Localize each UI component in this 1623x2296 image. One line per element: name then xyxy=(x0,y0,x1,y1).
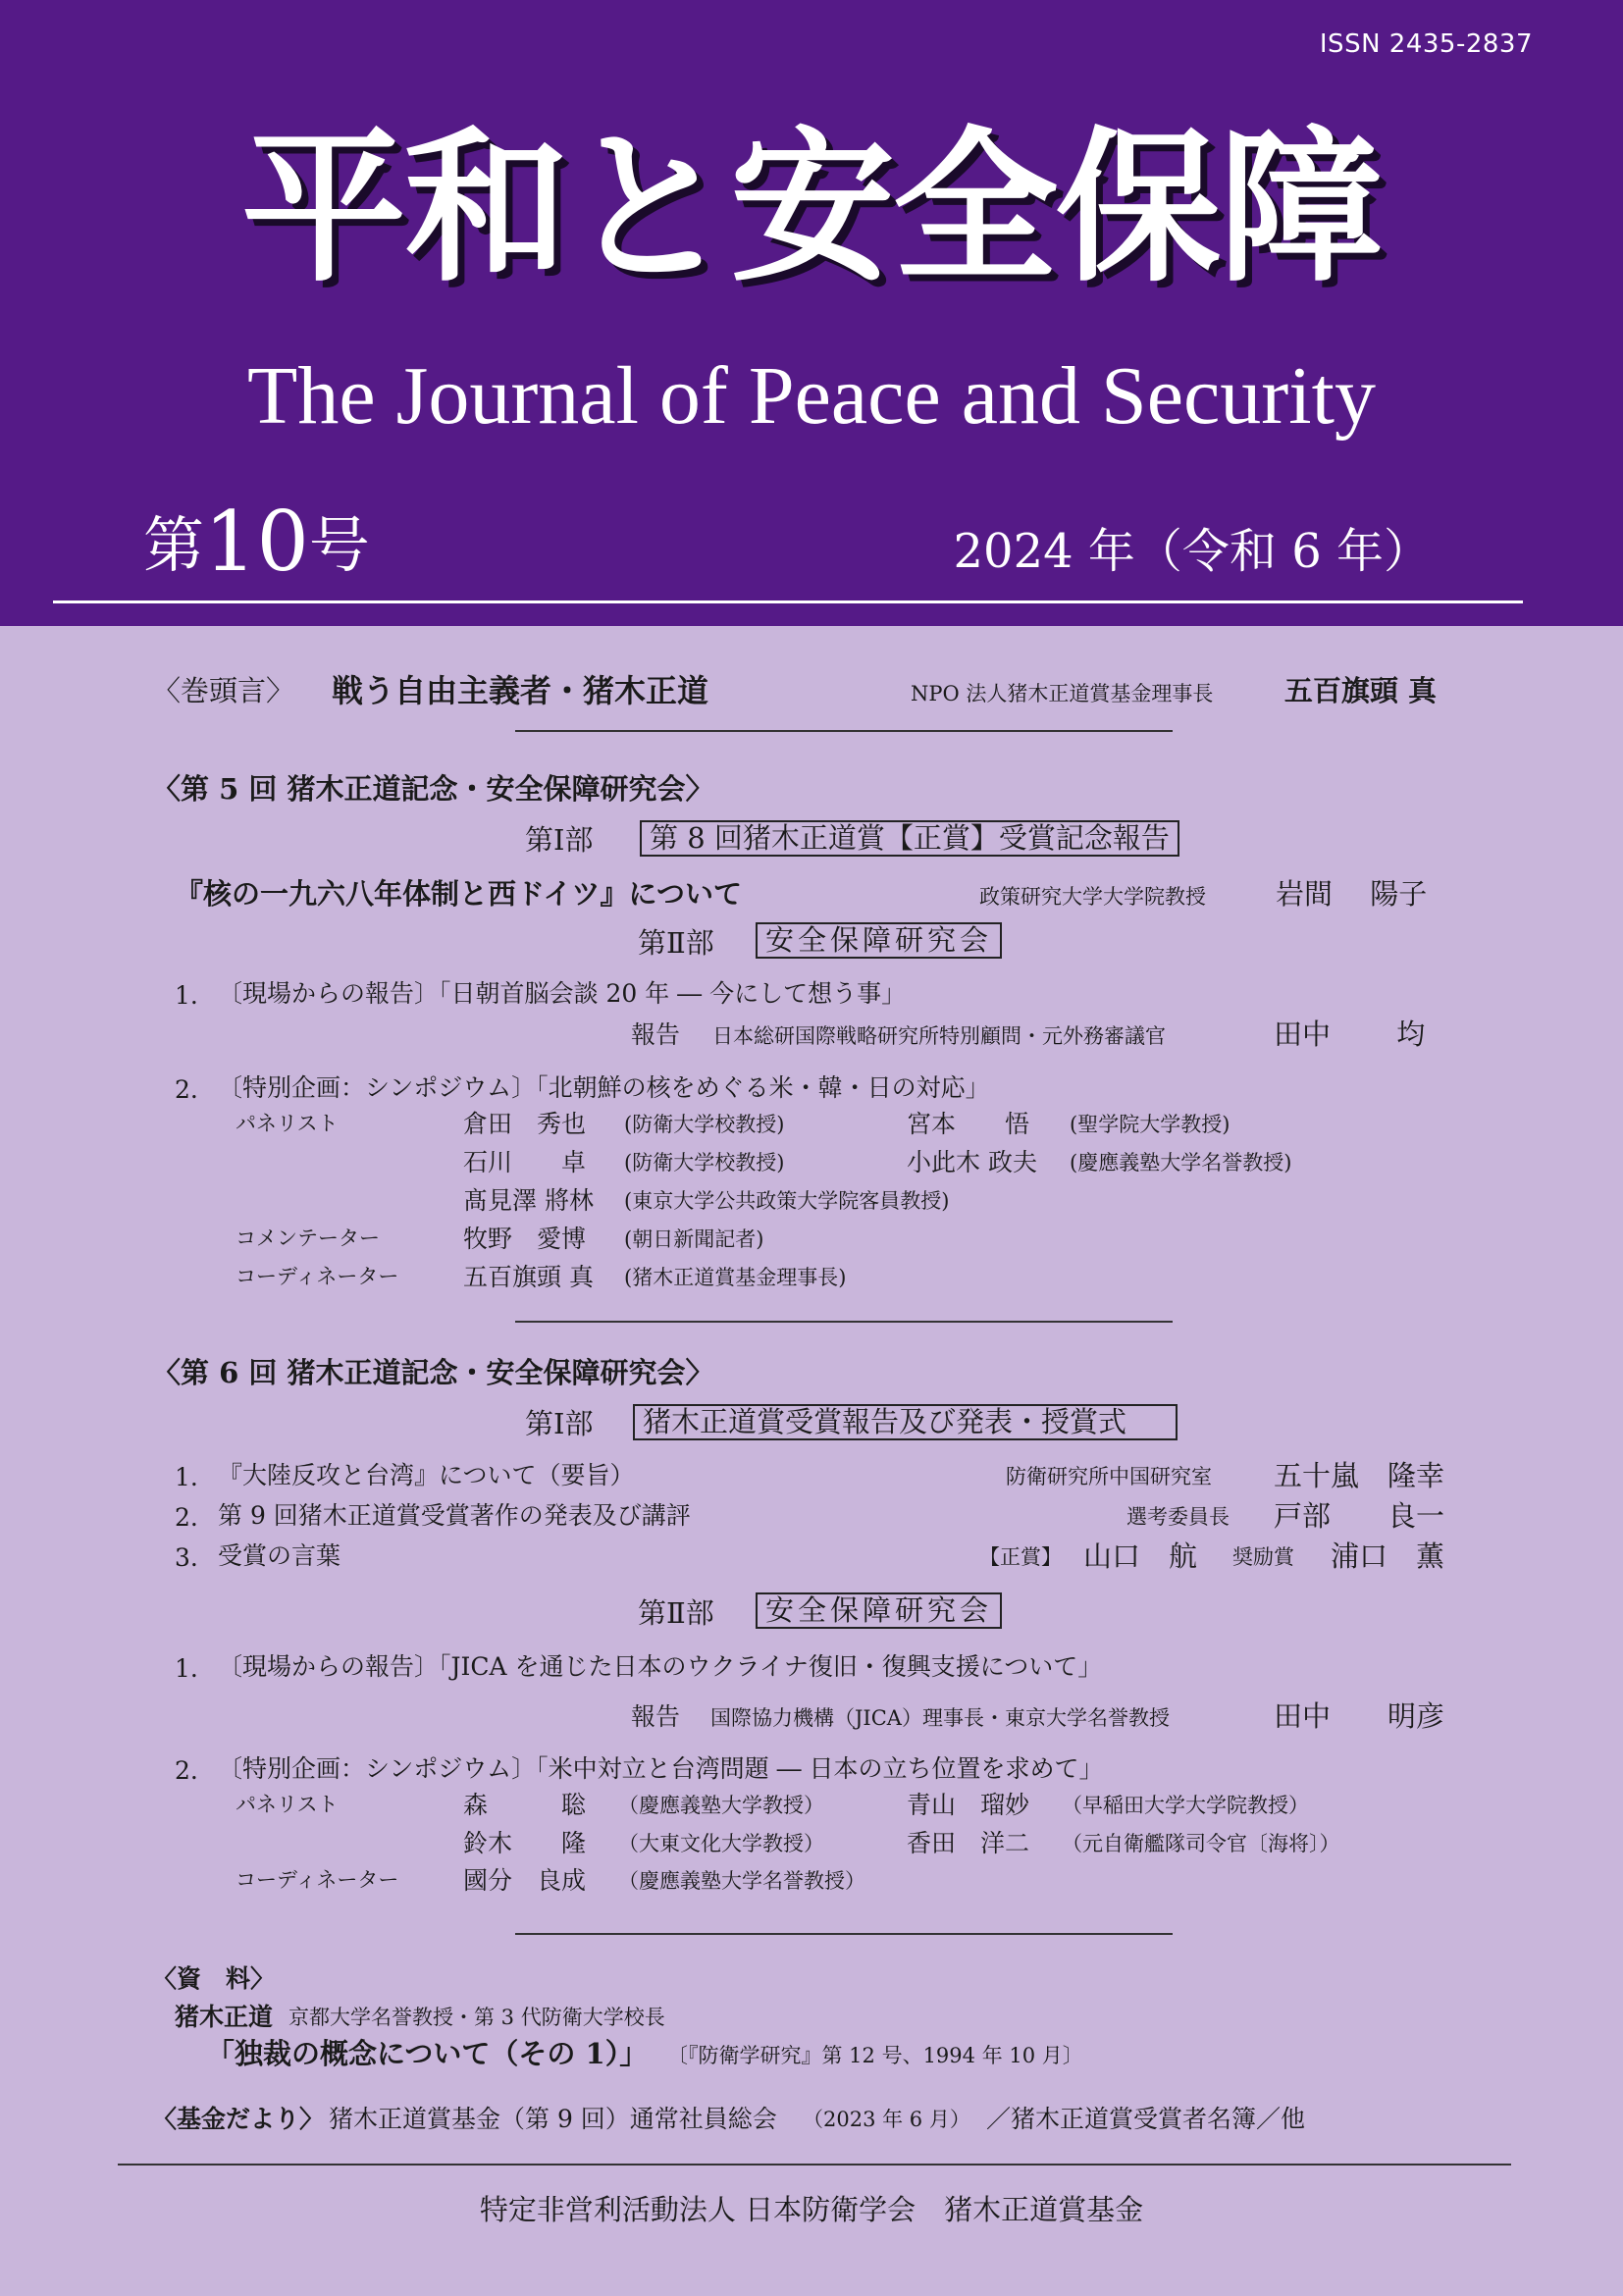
conf6-part2-title: 安全保障研究会 xyxy=(756,1592,1002,1629)
conf5-coordinator: 五百旗頭 真 xyxy=(463,1263,594,1291)
footer-divider xyxy=(118,2164,1511,2166)
conf6-part2-label: 第Ⅱ部 xyxy=(638,1596,714,1630)
conf6-coordinator-affiliation: （慶應義塾大学名誉教授） xyxy=(618,1869,865,1893)
conf6-r1-affiliation: 国際協力機構（JICA）理事長・東京大学名誉教授 xyxy=(710,1706,1170,1730)
conf5-item-author: 岩間 陽子 xyxy=(1276,877,1428,911)
fund-news-text-2: ／猪木正道賞受賞者名簿／他 xyxy=(986,2105,1306,2133)
foreword-tag: 〈巻頭言〉 xyxy=(152,674,295,707)
conf5-r1-title: 〔現場からの報告〕「日朝首脳会談 20 年 ― 今にして想う事」 xyxy=(218,979,907,1008)
conf6-coordinator: 國分 良成 xyxy=(463,1866,587,1895)
conf5-panelist-2: 宮本 悟 xyxy=(907,1110,1030,1138)
conf5-r2-title: 〔特別企画：シンポジウム〕「北朝鮮の核をめぐる米・韓・日の対応」 xyxy=(218,1073,990,1102)
foreword-author: 五百旗頭 真 xyxy=(1283,674,1437,707)
conf5-part2-label: 第Ⅱ部 xyxy=(638,926,714,960)
conf6-item3-num: 3. xyxy=(175,1543,198,1572)
cover-header xyxy=(0,0,1623,626)
conf5-part2-title: 安全保障研究会 xyxy=(756,922,1002,959)
conf6-item1-affiliation: 防衛研究所中国研究室 xyxy=(1006,1465,1212,1488)
conf6-r1-role: 報告 xyxy=(631,1702,681,1731)
conf6-panelist-4: 香田 洋二 xyxy=(907,1829,1030,1857)
issn: ISSN 2435-2837 xyxy=(1319,29,1533,59)
header-divider xyxy=(53,600,1523,603)
materials-heading: 〈資 料〉 xyxy=(152,1964,276,1993)
conf5-commentator-affiliation: (朝日新聞記者) xyxy=(624,1227,764,1251)
conf6-item3-encouragement-label: 奨励賞 xyxy=(1232,1545,1294,1569)
section-divider xyxy=(515,730,1173,732)
conf5-item-title: 『核の一九六八年体制と西ドイツ』について xyxy=(175,877,742,911)
conf6-item3-award-winner: 山口 航 xyxy=(1083,1539,1198,1573)
conf6-r1-author: 田中 明彦 xyxy=(1274,1699,1445,1733)
conf6-item1-title: 『大陸反攻と台湾』について（要旨） xyxy=(218,1461,635,1489)
conf6-panelist-1: 森 聡 xyxy=(463,1791,587,1819)
conf6-panelist-3-affiliation: （大東文化大学教授） xyxy=(618,1832,824,1855)
journal-title-en: The Journal of Peace and Security xyxy=(247,350,1376,442)
section-divider xyxy=(515,1933,1173,1935)
conf6-r1-num: 1. xyxy=(175,1654,198,1683)
conf5-r1-role: 報告 xyxy=(631,1020,681,1049)
conf6-item2-affiliation: 選考委員長 xyxy=(1126,1505,1230,1529)
publisher: 特定非営利活動法人 日本防衛学会 猪木正道賞基金 xyxy=(479,2193,1144,2226)
conf5-panelist-label: パネリスト xyxy=(236,1112,339,1135)
conf5-panelist-4: 小此木 政夫 xyxy=(907,1148,1037,1176)
conf6-r1-title: 〔現場からの報告〕「JICA を通じた日本のウクライナ復旧・復興支援について」 xyxy=(218,1652,1103,1681)
conf6-r2-num: 2. xyxy=(175,1756,198,1785)
conf6-item1-num: 1. xyxy=(175,1463,198,1491)
conf5-commentator: 牧野 愛博 xyxy=(463,1225,587,1253)
materials-source: 〔『防衛学研究』第 12 号、1994 年 10 月〕 xyxy=(667,2044,1083,2067)
conf6-item1-author: 五十嵐 隆幸 xyxy=(1274,1459,1445,1492)
conf6-item3-award-label: 【正賞】 xyxy=(979,1545,1062,1569)
conf5-panelist-3: 石川 卓 xyxy=(463,1148,587,1176)
conf6-panelist-2-affiliation: （早稲田大学大学院教授） xyxy=(1062,1794,1309,1817)
conf5-item-affiliation: 政策研究大学大学院教授 xyxy=(979,885,1206,909)
conf6-part1-label: 第Ⅰ部 xyxy=(525,1407,594,1440)
conf6-coordinator-label: コーディネーター xyxy=(236,1868,399,1892)
foreword-affiliation: NPO 法人猪木正道賞基金理事長 xyxy=(911,682,1214,705)
conf5-commentator-label: コメンテーター xyxy=(236,1226,380,1250)
conf5-r2-num: 2. xyxy=(175,1075,198,1104)
conf5-heading: 〈第 5 回 猪木正道記念・安全保障研究会〉 xyxy=(152,772,714,806)
conf6-item2-num: 2. xyxy=(175,1503,198,1532)
materials-author-description: 京都大学名誉教授・第 3 代防衛大学校長 xyxy=(288,2006,665,2029)
conf6-r2-title: 〔特別企画：シンポジウム〕「米中対立と台湾問題 ― 日本の立ち位置を求めて」 xyxy=(218,1754,1104,1783)
foreword-title: 戦う自由主義者・猪木正道 xyxy=(332,672,709,709)
materials-title: 「独裁の概念について（その 1）」 xyxy=(206,2037,649,2070)
conf6-heading: 〈第 6 回 猪木正道記念・安全保障研究会〉 xyxy=(152,1356,714,1389)
fund-news-text: 猪木正道賞基金（第 9 回）通常社員総会 xyxy=(329,2105,777,2133)
conf6-part1-title: 猪木正道賞受賞報告及び発表・授賞式 xyxy=(633,1404,1178,1440)
conf5-panelist-5-affiliation: (東京大学公共政策大学院客員教授) xyxy=(624,1189,950,1213)
conf5-panelist-4-affiliation: (慶應義塾大学名誉教授) xyxy=(1070,1151,1292,1174)
conf6-panelist-2: 青山 瑠妙 xyxy=(907,1791,1030,1819)
fund-news-tag: 〈基金だより〉 xyxy=(152,2105,325,2133)
conf5-panelist-3-affiliation: (防衛大学校教授) xyxy=(624,1151,785,1174)
materials-author: 猪木正道 xyxy=(175,2003,274,2031)
issue-number: 第10号 xyxy=(143,494,370,590)
conf6-item2-title: 第 9 回猪木正道賞受賞著作の発表及び講評 xyxy=(218,1501,691,1530)
conf6-item3-title: 受賞の言葉 xyxy=(218,1541,341,1570)
conf6-item3-encouragement-winner: 浦口 薫 xyxy=(1331,1539,1445,1573)
section-divider xyxy=(515,1321,1173,1323)
conf5-panelist-1-affiliation: (防衛大学校教授) xyxy=(624,1113,785,1136)
conf5-r1-author: 田中 均 xyxy=(1274,1018,1426,1051)
conf5-coordinator-label: コーディネーター xyxy=(236,1265,399,1288)
conf5-r1-affiliation: 日本総研国際戦略研究所特別顧問・元外務審議官 xyxy=(712,1024,1166,1048)
conf6-panelist-1-affiliation: （慶應義塾大学教授） xyxy=(618,1794,824,1817)
conf6-panelist-3: 鈴木 隆 xyxy=(463,1829,587,1857)
conf6-panelist-4-affiliation: （元自衛艦隊司令官〔海将〕） xyxy=(1062,1832,1340,1855)
fund-news-date: （2023 年 6 月） xyxy=(803,2108,970,2131)
conf5-panelist-1: 倉田 秀也 xyxy=(463,1110,587,1138)
conf5-part1-label: 第Ⅰ部 xyxy=(525,823,594,857)
conf6-panelist-label: パネリスト xyxy=(236,1793,339,1816)
conf5-part1-title: 第 8 回猪木正道賞【正賞】受賞記念報告 xyxy=(640,820,1179,857)
conf5-r1-num: 1. xyxy=(175,981,198,1010)
publication-year: 2024 年（令和 6 年） xyxy=(953,524,1431,579)
conf5-coordinator-affiliation: (猪木正道賞基金理事長) xyxy=(624,1266,847,1289)
conf5-panelist-5: 髙見澤 將林 xyxy=(463,1186,594,1215)
journal-title-ja: 平和と安全保障 xyxy=(241,112,1382,304)
conf5-panelist-2-affiliation: (聖学院大学教授) xyxy=(1070,1113,1230,1136)
conf6-item2-author: 戸部 良一 xyxy=(1274,1499,1445,1533)
